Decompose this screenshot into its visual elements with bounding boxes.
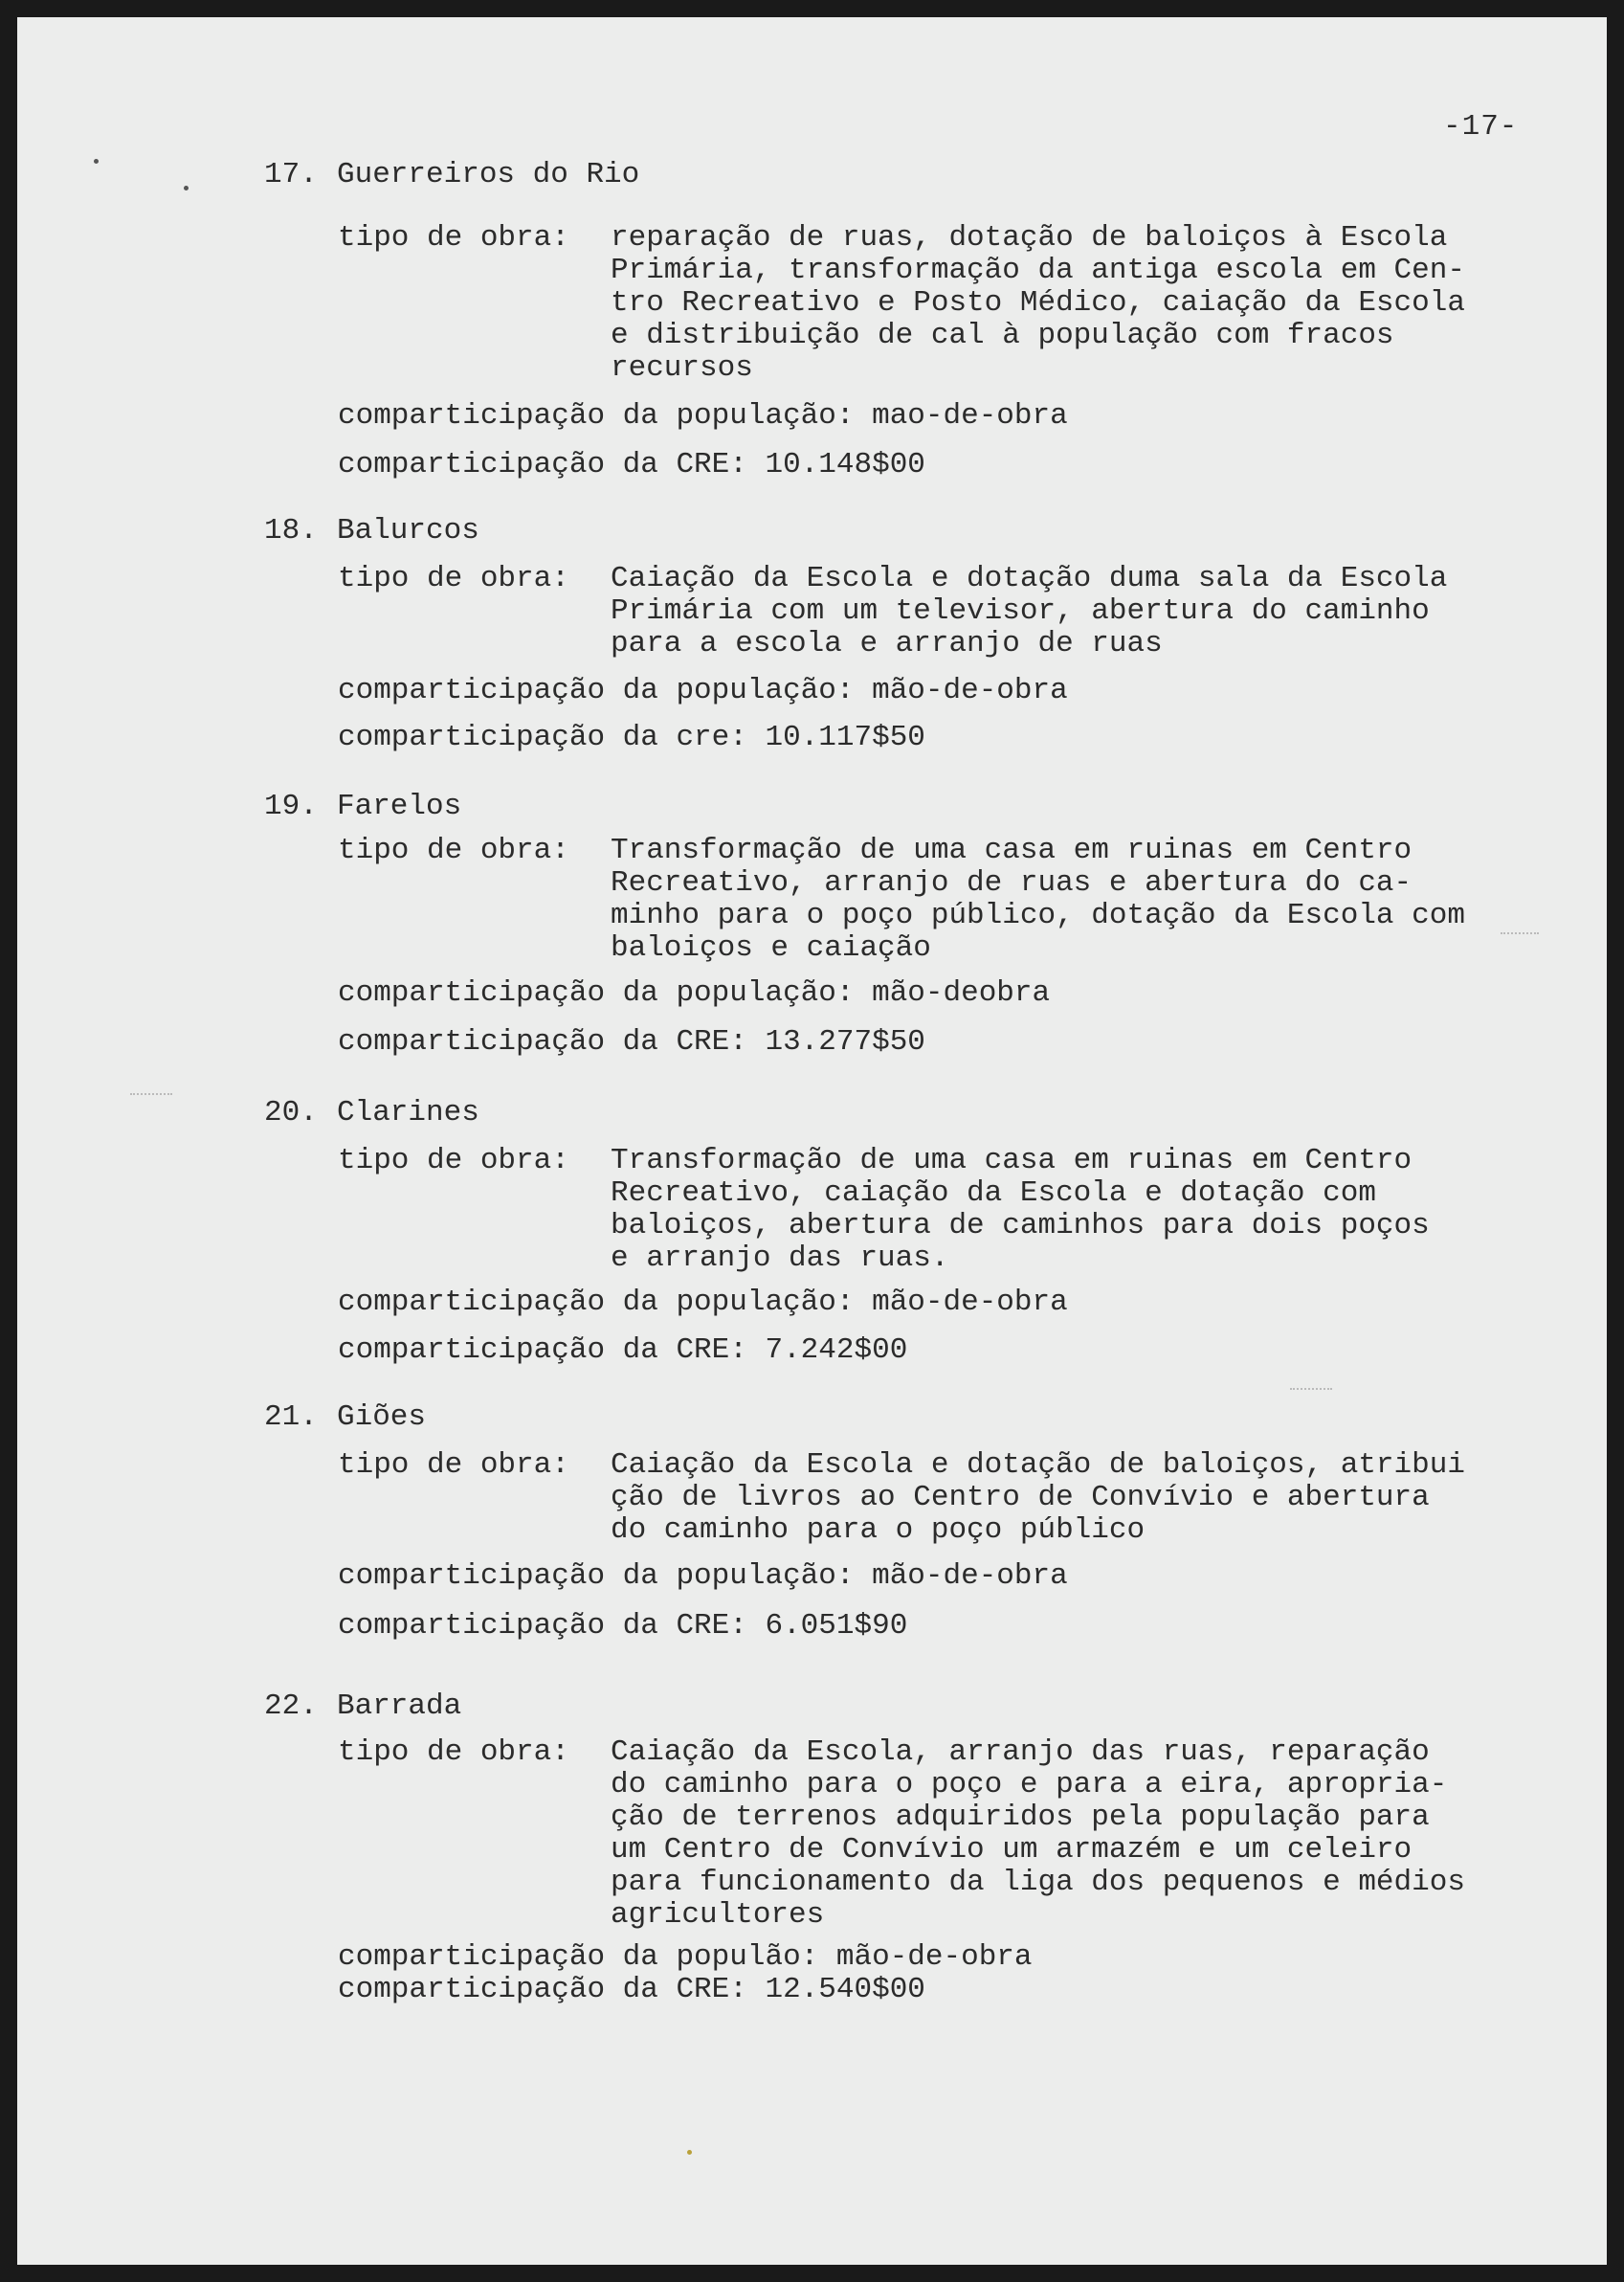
description-line: agricultores <box>611 1898 825 1932</box>
cre-contribution: comparticipação da CRE: 13.277$50 <box>338 1025 925 1059</box>
description-line: ção de terrenos adquiridos pela população para <box>611 1801 1430 1834</box>
description-line: ção de livros ao Centro de Convívio e abertura <box>611 1481 1430 1514</box>
description-line: para a escola e arranjo de ruas <box>611 627 1163 660</box>
description-line: reparação de ruas, dotação de baloiços à Escola <box>611 221 1448 255</box>
entry-number: 22. <box>264 1689 318 1723</box>
entry-name: Clarines <box>337 1096 479 1130</box>
work-type-label: tipo de obra: <box>338 221 569 255</box>
description-line: do caminho para o poço público <box>611 1513 1146 1547</box>
description-line: tro Recreativo e Posto Médico, caiação da Escola <box>611 286 1465 320</box>
work-type-description <box>611 563 1558 660</box>
scan-speck <box>687 2150 692 2155</box>
description-line: minho para o poço público, dotação da Escola com <box>611 899 1465 932</box>
entry-number: 20. <box>264 1096 318 1130</box>
work-type-label: tipo de obra: <box>338 1144 569 1177</box>
entry-number: 18. <box>264 514 318 548</box>
description-line: Recreativo, arranjo de ruas e abertura do ca- <box>611 866 1413 900</box>
description-line: Primária com um televisor, abertura do caminho <box>611 594 1430 628</box>
entry-name: Farelos <box>337 790 462 823</box>
work-type-description <box>611 1736 1558 1932</box>
work-type-description <box>611 222 1558 385</box>
description-line: do caminho para o poço e para a eira, apropria- <box>611 1768 1448 1801</box>
entry-name: Balurcos <box>337 514 479 548</box>
description-line: Transformação de uma casa em ruinas em Centro <box>611 834 1413 867</box>
entry-title <box>264 1097 479 1130</box>
scan-specks <box>130 1093 172 1097</box>
scan-speck <box>94 159 99 164</box>
description-line: Caiação da Escola e dotação duma sala da Escola <box>611 562 1448 595</box>
population-contribution: comparticipação da população: mão-deobra <box>338 976 1051 1010</box>
entry-title <box>264 791 461 823</box>
cre-contribution: comparticipação da CRE: 7.242$00 <box>338 1333 908 1367</box>
work-type-label: tipo de obra: <box>338 1448 569 1482</box>
entry-title <box>264 1690 461 1723</box>
description-line: Primária, transformação da antiga escola em Cen- <box>611 254 1465 287</box>
description-line: Transformação de uma casa em ruinas em Centro <box>611 1144 1413 1177</box>
work-type-label: tipo de obra: <box>338 1735 569 1769</box>
description-line: um Centro de Convívio um armazém e um celeiro <box>611 1833 1413 1867</box>
description-line: Caiação da Escola e dotação de baloiços, atribui <box>611 1448 1465 1482</box>
document-page <box>17 17 1607 2265</box>
description-line: recursos <box>611 351 753 385</box>
description-line: baloiços, abertura de caminhos para dois poços <box>611 1209 1430 1242</box>
work-type-description <box>611 835 1558 965</box>
population-contribution: comparticipação da população: mão-de-obra <box>338 674 1068 707</box>
cre-contribution: comparticipação da CRE: 10.148$00 <box>338 448 925 481</box>
description-line: e arranjo das ruas. <box>611 1242 949 1275</box>
population-contribution: comparticipação da populão: mão-de-obra <box>338 1940 1033 1974</box>
work-type-description <box>611 1145 1558 1275</box>
entry-number: 21. <box>264 1400 318 1434</box>
cre-contribution: comparticipação da cre: 10.117$50 <box>338 721 925 754</box>
description-line: para funcionamento da liga dos pequenos e médios <box>611 1866 1465 1899</box>
cre-contribution: comparticipação da CRE: 12.540$00 <box>338 1973 925 2006</box>
entry-name: Giões <box>337 1400 427 1434</box>
description-line: Recreativo, caiação da Escola e dotação com <box>611 1176 1376 1210</box>
scan-specks <box>1501 932 1539 936</box>
description-line: baloiços e caiação <box>611 931 931 965</box>
description-line: e distribuição de cal à população com fracos <box>611 319 1394 352</box>
work-type-label: tipo de obra: <box>338 562 569 595</box>
entry-title <box>264 1401 426 1434</box>
scan-specks <box>1290 1388 1332 1392</box>
entry-name: Barrada <box>337 1689 462 1723</box>
entry-title <box>264 515 479 548</box>
population-contribution: comparticipação da população: mao-de-obra <box>338 399 1068 433</box>
scan-speck <box>184 186 189 190</box>
page-number: -17- <box>1443 110 1519 144</box>
entry-title <box>264 159 639 191</box>
population-contribution: comparticipação da população: mão-de-obra <box>338 1286 1068 1319</box>
description-line: Caiação da Escola, arranjo das ruas, reparação <box>611 1735 1430 1769</box>
work-type-description <box>611 1449 1558 1547</box>
entry-number: 17. <box>264 158 318 191</box>
entry-number: 19. <box>264 790 318 823</box>
entry-name: Guerreiros do Rio <box>337 158 640 191</box>
cre-contribution: comparticipação da CRE: 6.051$90 <box>338 1609 908 1643</box>
work-type-label: tipo de obra: <box>338 834 569 867</box>
population-contribution: comparticipação da população: mão-de-obra <box>338 1559 1068 1593</box>
